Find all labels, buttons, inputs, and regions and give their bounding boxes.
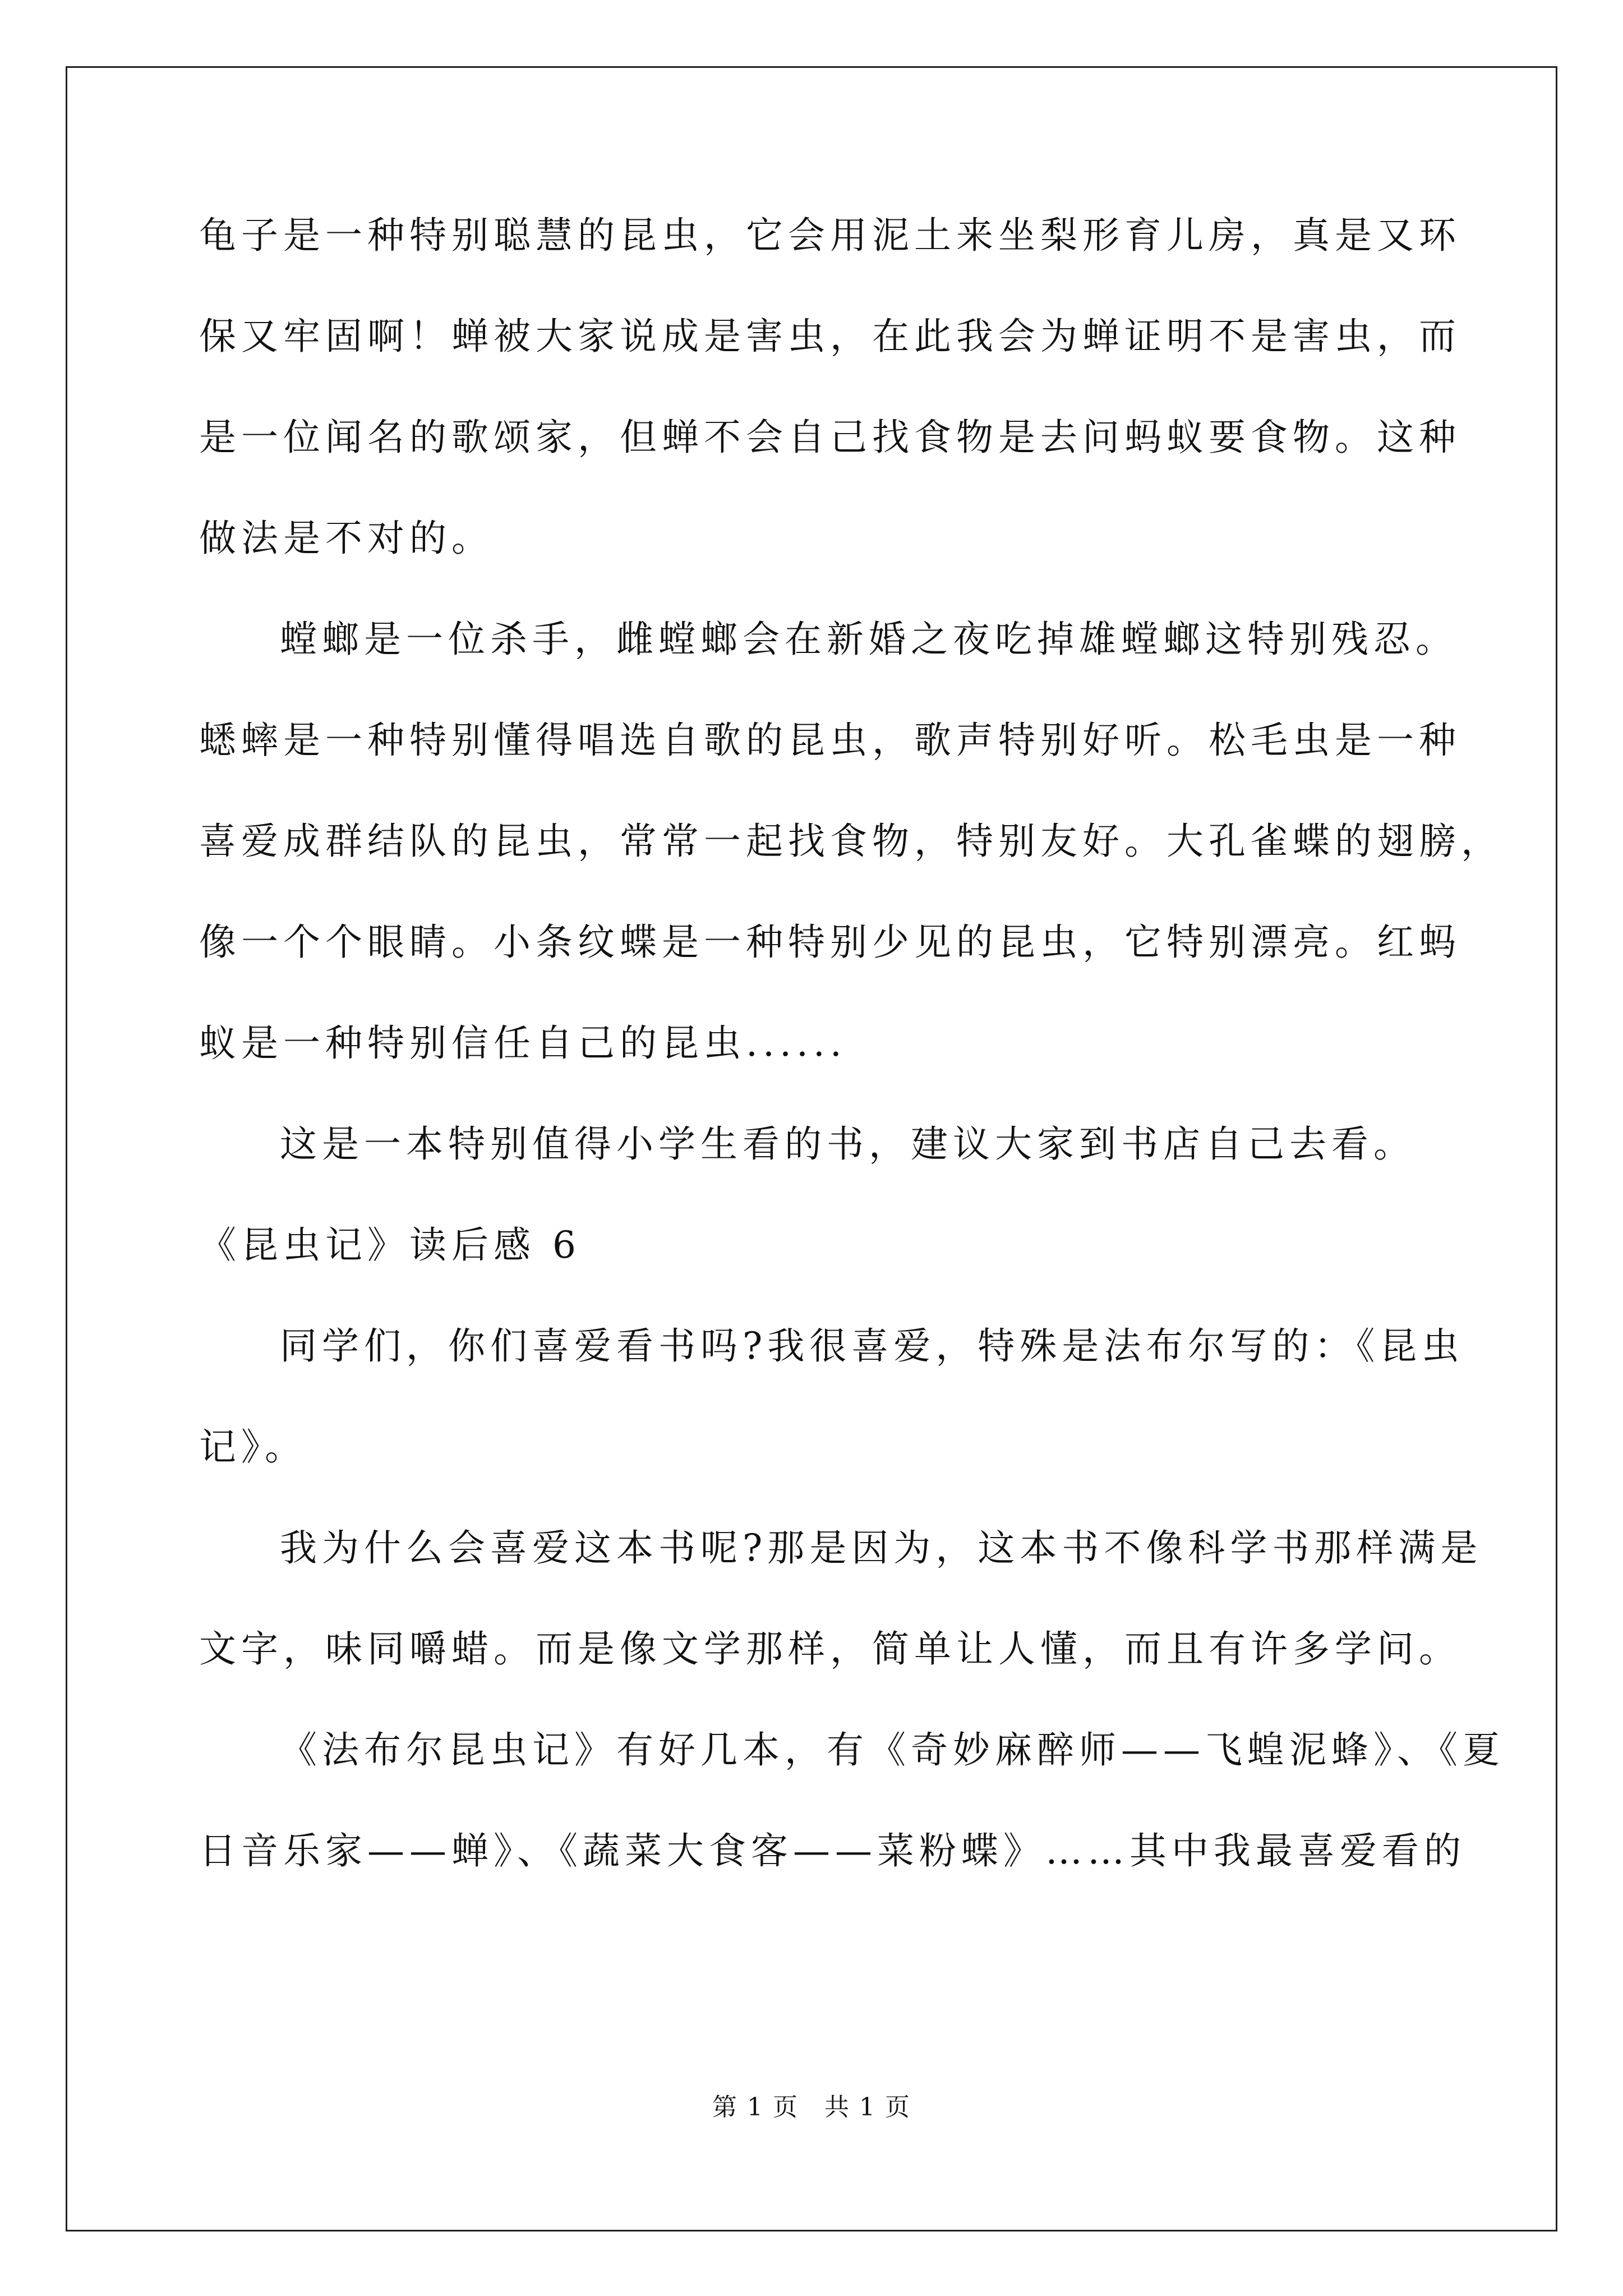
paragraph-line: 《法布尔昆虫记》有好几本，有《奇妙麻醉师——飞蝗泥蜂》、《夏 [280,1728,1505,1772]
paragraph-line: 喜爱成群结队的昆虫，常常一起找食物，特别友好。大孔雀蝶的翅膀， [199,820,1503,863]
paragraph-line: 保又牢固啊！蝉被大家说成是害虫，在此我会为蝉证明不是害虫，而 [199,315,1461,358]
paragraph-line: 是一位闻名的歌颂家，但蝉不会自己找食物是去问蚂蚁要食物。这种 [199,416,1461,459]
paragraph-line: 蚁是一种特别信任自己的昆虫...... [199,1022,847,1065]
paragraph-line: 日音乐家——蝉》、《蔬菜大食客——菜粉蝶》……其中我最喜爱看的 [199,1829,1466,1872]
paragraph-line: 同学们，你们喜爱看书吗?我很喜爱，特殊是法布尔写的：《昆虫 [280,1324,1464,1368]
paragraph-line: 蟋蟀是一种特别懂得唱选自歌的昆虫，歌声特别好听。松毛虫是一种 [199,719,1461,762]
paragraph-line: 龟子是一种特别聪慧的昆虫，它会用泥土来坐梨形育儿房，真是又环 [199,214,1461,257]
paragraph-line: 这是一本特别值得小学生看的书，建议大家到书店自己去看。 [280,1122,1415,1166]
paragraph-line: 我为什么会喜爱这本书呢?那是因为，这本书不像科学书那样满是 [280,1526,1483,1570]
paragraph-line: 做法是不对的。 [199,517,494,560]
paragraph-line: 文字，味同嚼蜡。而是像文学那样，简单让人懂，而且有许多学问。 [199,1627,1461,1671]
paragraph-line: 螳螂是一位杀手，雌螳螂会在新婚之夜吃掉雄螳螂这特别残忍。 [280,618,1458,661]
section-heading: 《昆虫记》读后感 6 [199,1223,581,1267]
paragraph-line: 像一个个眼睛。小条纹蝶是一种特别少见的昆虫，它特别漂亮。红蚂 [199,921,1461,964]
paragraph-line: 记》。 [199,1425,307,1469]
page-number-footer: 第 1 页 共 1 页 [712,2093,911,2122]
